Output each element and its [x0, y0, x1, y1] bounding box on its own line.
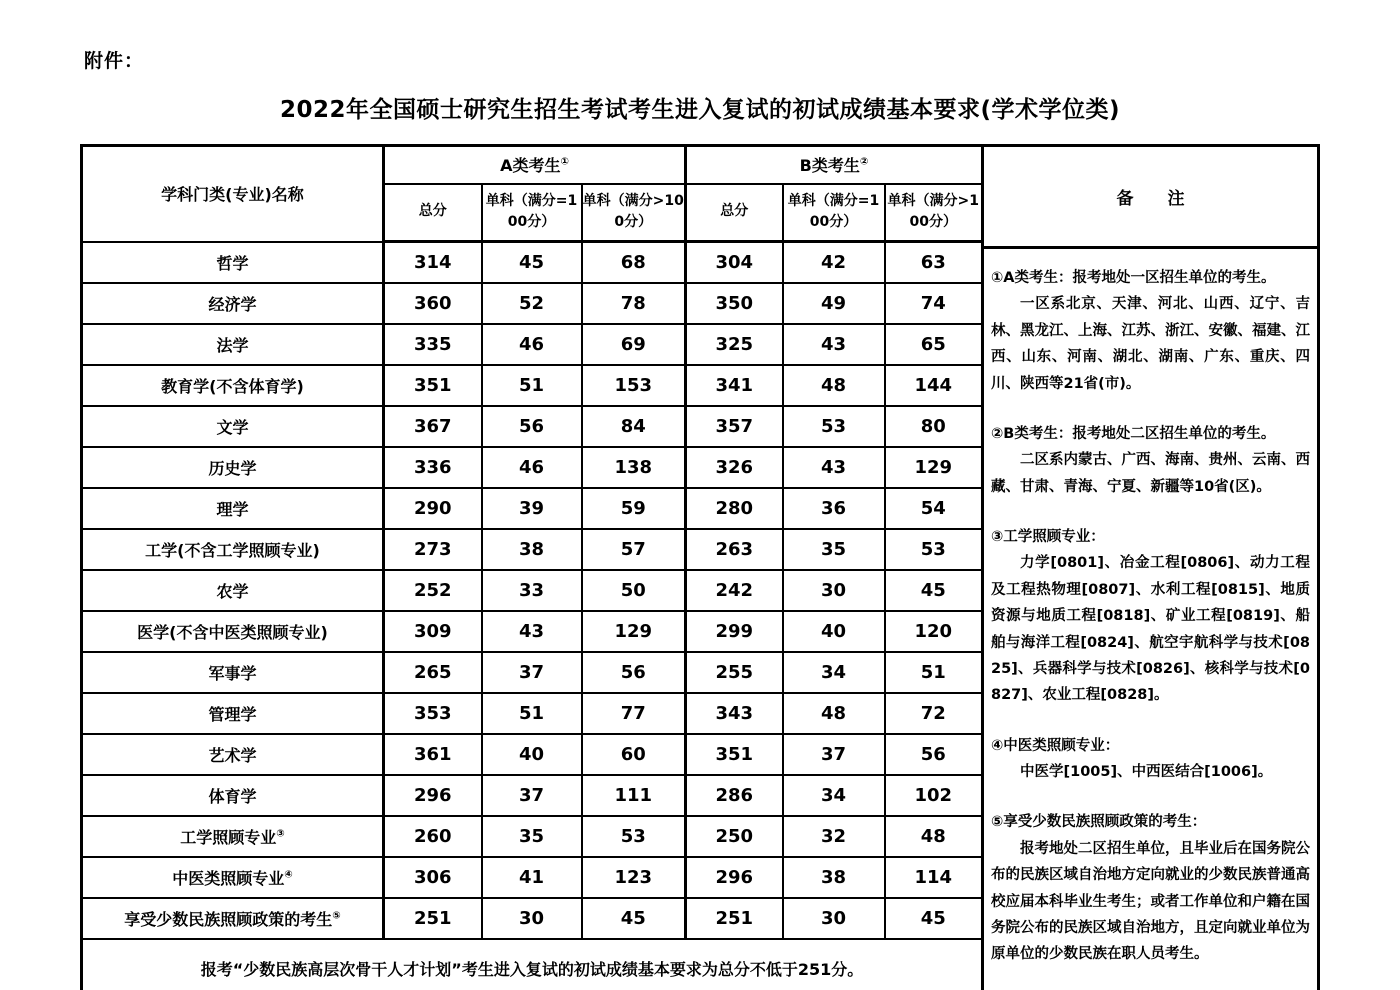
score-cell-b-total: 326 — [686, 447, 783, 488]
score-cell-b-total: 255 — [686, 652, 783, 693]
score-cell-b-singleover100: 144 — [885, 365, 983, 406]
discipline-label: 理学 — [216, 499, 249, 519]
discipline-cell — [82, 570, 384, 611]
score-cell-b-singleover100: 56 — [885, 734, 983, 775]
table-row — [82, 529, 983, 570]
score-cell-a-single100: 38 — [482, 529, 582, 570]
discipline-cell — [82, 611, 384, 652]
discipline-superscript: ④ — [284, 869, 293, 881]
discipline-cell — [82, 406, 384, 447]
table-row — [82, 816, 983, 857]
score-cell-a-singleover100: 53 — [582, 816, 686, 857]
table-row — [82, 324, 983, 365]
score-cell-b-singleover100: 74 — [885, 283, 983, 324]
discipline-label: 历史学 — [208, 458, 257, 478]
subheader-singleover100-a: 单科（满分>100分） — [582, 184, 686, 242]
score-cell-a-single100: 33 — [482, 570, 582, 611]
score-cell-b-singleover100: 51 — [885, 652, 983, 693]
score-cell-a-singleover100: 68 — [582, 242, 686, 283]
score-cell-b-singleover100: 45 — [885, 570, 983, 611]
subheader-single100-a: 单科（满分=100分） — [482, 184, 582, 242]
score-cell-b-total: 325 — [686, 324, 783, 365]
discipline-label: 工学照顾专业 — [180, 827, 277, 847]
score-cell-a-total: 306 — [384, 857, 482, 898]
score-cell-b-total: 280 — [686, 488, 783, 529]
remarks-header: 备 注 — [984, 147, 1317, 249]
discipline-cell — [82, 529, 384, 570]
score-cell-b-singleover100: 63 — [885, 242, 983, 283]
score-cell-a-single100: 37 — [482, 775, 582, 816]
discipline-cell — [82, 652, 384, 693]
score-cell-a-total: 351 — [384, 365, 482, 406]
score-cell-a-singleover100: 111 — [582, 775, 686, 816]
note-head: ④中医类照顾专业： — [991, 737, 1120, 754]
score-cell-b-singleover100: 65 — [885, 324, 983, 365]
note-body: 中医学[1005]、中西医结合[1006]。 — [1020, 764, 1273, 780]
score-cell-b-singleover100: 45 — [885, 898, 983, 939]
table-row — [82, 447, 983, 488]
score-cell-b-total: 299 — [686, 611, 783, 652]
discipline-label: 经济学 — [208, 294, 257, 314]
score-cell-a-total: 360 — [384, 283, 482, 324]
score-cell-b-single100: 43 — [783, 324, 885, 365]
score-cell-a-singleover100: 57 — [582, 529, 686, 570]
score-cell-b-singleover100: 54 — [885, 488, 983, 529]
discipline-label: 体育学 — [208, 786, 257, 806]
note-head: ③工学照顾专业： — [991, 529, 1105, 545]
table-row — [82, 734, 983, 775]
score-cell-b-total: 263 — [686, 529, 783, 570]
score-cell-a-total: 273 — [384, 529, 482, 570]
score-cell-a-singleover100: 77 — [582, 693, 686, 734]
footnote-text: 报考“少数民族高层次骨干人才计划”考生进入复试的初试成绩基本要求为总分不低于251分。 — [82, 939, 983, 990]
discipline-cell — [82, 242, 384, 283]
table-row — [82, 611, 983, 652]
score-cell-b-total: 304 — [686, 242, 783, 283]
discipline-superscript: ③ — [276, 828, 285, 840]
note-head: ②B类考生：报考地处二区招生单位的考生。 — [991, 425, 1276, 442]
page-title: 2022年全国硕士研究生招生考试考生进入复试的初试成绩基本要求(学术学位类) — [279, 97, 1121, 123]
note-body: 二区系内蒙古、广西、海南、贵州、云南、西藏、甘肃、青海、宁夏、新疆等10省(区)。 — [991, 452, 1310, 495]
score-cell-a-singleover100: 69 — [582, 324, 686, 365]
score-cell-b-total: 341 — [686, 365, 783, 406]
score-cell-a-singleover100: 56 — [582, 652, 686, 693]
score-cell-a-single100: 37 — [482, 652, 582, 693]
score-cell-b-single100: 43 — [783, 447, 885, 488]
table-row — [82, 898, 983, 939]
score-cell-a-total: 265 — [384, 652, 482, 693]
score-cell-a-total: 353 — [384, 693, 482, 734]
discipline-label: 享受少数民族照顾政策的考生 — [124, 910, 333, 930]
score-cell-a-singleover100: 50 — [582, 570, 686, 611]
discipline-cell — [82, 857, 384, 898]
discipline-label: 工学(不含工学照顾专业) — [145, 540, 320, 560]
discipline-label: 管理学 — [208, 704, 257, 724]
group-a-superscript: ① — [560, 156, 569, 168]
remarks-body — [984, 249, 1317, 990]
score-cell-b-total: 350 — [686, 283, 783, 324]
score-cell-a-single100: 51 — [482, 693, 582, 734]
score-cell-a-total: 314 — [384, 242, 482, 283]
score-cell-a-total: 361 — [384, 734, 482, 775]
score-cell-a-singleover100: 153 — [582, 365, 686, 406]
score-cell-b-single100: 42 — [783, 242, 885, 283]
score-cell-b-single100: 35 — [783, 529, 885, 570]
discipline-cell — [82, 283, 384, 324]
score-cell-a-singleover100: 60 — [582, 734, 686, 775]
remark-note — [991, 733, 1310, 786]
table-footer — [82, 939, 983, 990]
score-cell-b-singleover100: 53 — [885, 529, 983, 570]
header-row-groups — [82, 146, 983, 184]
discipline-cell — [82, 324, 384, 365]
score-cell-b-single100: 48 — [783, 693, 885, 734]
score-cell-a-single100: 46 — [482, 447, 582, 488]
note-body: 力学[0801]、冶金工程[0806]、动力工程及工程热物理[0807]、水利工程[0815]、地质资源与地质工程[0818]、矿业工程[0819]、船舶与海洋工程[0824]、航空宇航科学与技术[0825]、兵器科学与技术[0826]、核科学与技术[0827]、农业工程[0828]。 — [991, 555, 1310, 704]
table-row — [82, 775, 983, 816]
discipline-cell — [82, 488, 384, 529]
remark-note — [991, 809, 1310, 967]
score-cell-a-single100: 51 — [482, 365, 582, 406]
score-cell-b-single100: 40 — [783, 611, 885, 652]
group-b-label: B类考生 — [799, 156, 860, 176]
discipline-label: 军事学 — [208, 663, 257, 683]
score-cell-a-singleover100: 78 — [582, 283, 686, 324]
table-row — [82, 652, 983, 693]
remarks-column — [984, 144, 1320, 990]
table-header — [82, 146, 983, 242]
score-cell-b-singleover100: 114 — [885, 857, 983, 898]
score-cell-a-single100: 30 — [482, 898, 582, 939]
score-cell-a-total: 260 — [384, 816, 482, 857]
score-cell-a-total: 251 — [384, 898, 482, 939]
score-cell-a-singleover100: 129 — [582, 611, 686, 652]
discipline-label: 农学 — [216, 581, 249, 601]
score-cell-b-singleover100: 48 — [885, 816, 983, 857]
note-body: 报考地处二区招生单位，且毕业后在国务院公布的民族区域自治地方定向就业的少数民族普通高校应届本科毕业生考生；或者工作单位和户籍在国务院公布的民族区域自治地方，且定向就业单位为原单位的少数民族在职人员考生。 — [991, 840, 1310, 963]
discipline-cell — [82, 898, 384, 939]
note-head: ①A类考生：报考地处一区招生单位的考生。 — [991, 270, 1276, 286]
score-cell-b-single100: 49 — [783, 283, 885, 324]
score-cell-b-single100: 38 — [783, 857, 885, 898]
score-cell-b-singleover100: 102 — [885, 775, 983, 816]
score-cell-b-total: 343 — [686, 693, 783, 734]
discipline-label: 法学 — [216, 335, 249, 355]
score-cell-a-singleover100: 84 — [582, 406, 686, 447]
discipline-cell — [82, 693, 384, 734]
score-cell-a-total: 290 — [384, 488, 482, 529]
score-cell-a-single100: 43 — [482, 611, 582, 652]
subheader-singleover100-b: 单科（满分>100分） — [885, 184, 983, 242]
score-cell-b-total: 296 — [686, 857, 783, 898]
table-row — [82, 488, 983, 529]
remark-note — [991, 524, 1310, 709]
score-cell-b-singleover100: 80 — [885, 406, 983, 447]
discipline-cell — [82, 816, 384, 857]
discipline-cell — [82, 734, 384, 775]
column-header-discipline: 学科门类(专业)名称 — [82, 146, 384, 242]
score-cell-b-total: 242 — [686, 570, 783, 611]
remark-note — [991, 265, 1310, 397]
remark-note — [991, 421, 1310, 500]
subheader-single100-b: 单科（满分=100分） — [783, 184, 885, 242]
group-header-a — [384, 146, 686, 184]
score-cell-b-single100: 36 — [783, 488, 885, 529]
table-row — [82, 857, 983, 898]
score-cell-b-single100: 48 — [783, 365, 885, 406]
score-cell-b-single100: 34 — [783, 652, 885, 693]
score-cell-b-total: 251 — [686, 898, 783, 939]
score-cell-a-singleover100: 45 — [582, 898, 686, 939]
discipline-cell — [82, 365, 384, 406]
discipline-label: 医学(不含中医类照顾专业) — [137, 622, 328, 642]
score-cell-a-singleover100: 123 — [582, 857, 686, 898]
group-header-b — [686, 146, 983, 184]
table-row — [82, 365, 983, 406]
discipline-label: 哲学 — [216, 253, 249, 273]
note-head: ⑤享受少数民族照顾政策的考生： — [991, 814, 1207, 831]
score-cell-b-single100: 37 — [783, 734, 885, 775]
score-cell-a-single100: 41 — [482, 857, 582, 898]
attachment-label: 附件： — [84, 50, 145, 72]
score-table — [80, 144, 984, 990]
table-row — [82, 693, 983, 734]
score-cell-a-total: 367 — [384, 406, 482, 447]
discipline-label: 文学 — [216, 417, 249, 437]
score-cell-b-total: 250 — [686, 816, 783, 857]
score-cell-b-single100: 30 — [783, 898, 885, 939]
score-cell-b-single100: 34 — [783, 775, 885, 816]
score-cell-a-total: 336 — [384, 447, 482, 488]
score-cell-b-total: 357 — [686, 406, 783, 447]
subheader-total-b: 总分 — [686, 184, 783, 242]
score-cell-a-total: 252 — [384, 570, 482, 611]
score-cell-a-single100: 39 — [482, 488, 582, 529]
discipline-superscript: ⑤ — [332, 910, 341, 922]
table-row — [82, 242, 983, 283]
score-cell-a-single100: 45 — [482, 242, 582, 283]
score-cell-a-singleover100: 59 — [582, 488, 686, 529]
score-cell-a-total: 296 — [384, 775, 482, 816]
score-cell-b-single100: 32 — [783, 816, 885, 857]
footnote-row — [82, 939, 983, 990]
score-cell-a-total: 309 — [384, 611, 482, 652]
score-cell-a-singleover100: 138 — [582, 447, 686, 488]
group-a-label: A类考生 — [500, 156, 561, 176]
discipline-label: 教育学(不含体育学) — [161, 376, 304, 396]
score-cell-a-single100: 56 — [482, 406, 582, 447]
note-body: 一区系北京、天津、河北、山西、辽宁、吉林、黑龙江、上海、江苏、浙江、安徽、福建、江西、山东、河南、湖北、湖南、广东、重庆、四川、陕西等21省(市)。 — [991, 296, 1310, 392]
group-b-superscript: ② — [859, 156, 869, 168]
score-table-wrapper — [80, 144, 1317, 990]
table-row — [82, 283, 983, 324]
discipline-label: 艺术学 — [208, 745, 257, 765]
score-cell-b-singleover100: 129 — [885, 447, 983, 488]
score-cell-b-singleover100: 72 — [885, 693, 983, 734]
score-cell-b-total: 351 — [686, 734, 783, 775]
score-cell-b-singleover100: 120 — [885, 611, 983, 652]
subheader-total-a: 总分 — [384, 184, 482, 242]
score-cell-a-total: 335 — [384, 324, 482, 365]
score-cell-a-single100: 40 — [482, 734, 582, 775]
discipline-cell — [82, 775, 384, 816]
score-cell-a-single100: 52 — [482, 283, 582, 324]
table-row — [82, 570, 983, 611]
score-cell-a-single100: 35 — [482, 816, 582, 857]
table-row — [82, 406, 983, 447]
score-cell-a-single100: 46 — [482, 324, 582, 365]
discipline-label: 中医类照顾专业 — [172, 868, 285, 888]
score-cell-b-total: 286 — [686, 775, 783, 816]
discipline-cell — [82, 447, 384, 488]
score-cell-b-single100: 30 — [783, 570, 885, 611]
score-cell-b-single100: 53 — [783, 406, 885, 447]
table-body — [82, 242, 983, 940]
